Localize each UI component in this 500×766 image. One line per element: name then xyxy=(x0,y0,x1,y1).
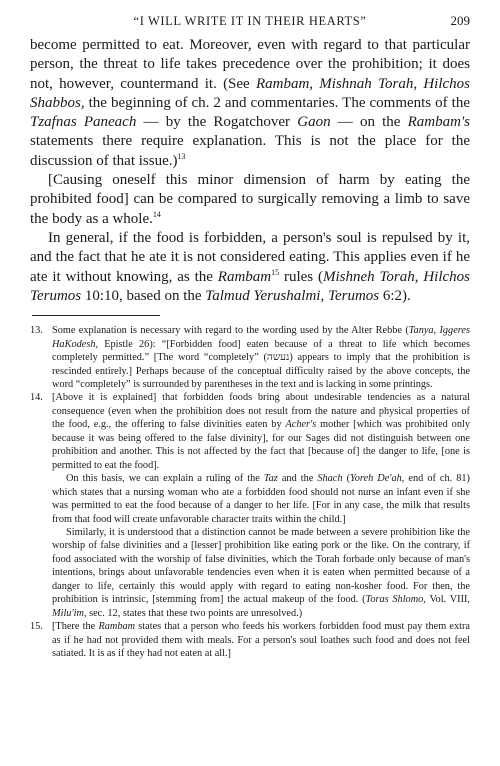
text-run: ( xyxy=(342,473,350,485)
text-run: [Above it is explained] that forbidden foods bring about undesirable tendencies as a natural consequence (even when the prohibition does not result from the nature and physical properties of the food, e.g., the offering to false divinities eaten by xyxy=(52,392,470,431)
text-run: mother [which was prohibited only because it was being offered to the false divinity], for our Sages did not distinguish between one prohibition and another. This is not affected by the fact that [because of] the danger to life, [one is permitted to eat the food]. xyxy=(52,419,470,471)
footnote-14 xyxy=(30,391,470,620)
footnote-ref-14[interactable]: 14 xyxy=(152,209,161,219)
main-text xyxy=(30,36,470,306)
italic-citation: Tzafnas Paneach xyxy=(30,114,137,131)
italic-citation: Rambam xyxy=(217,268,272,285)
text-run: [Causing oneself this minor dimension of harm by eating the prohibited food] can be compared to surgically removing a limb to save the body as a whole. xyxy=(30,172,470,227)
text-run: statements there require explanation. This is not the place for the discussion of that issue.) xyxy=(30,133,470,169)
italic-citation: Shach xyxy=(317,473,343,485)
text-run: — on the xyxy=(330,114,408,131)
footnote-paragraph xyxy=(52,324,470,391)
footnote-body xyxy=(52,324,470,391)
text-run: and the xyxy=(277,473,318,485)
text-run: 10:10, based on the xyxy=(81,287,206,304)
italic-citation: Rambam, Mishnah Torah, Hilchos Shabbos, xyxy=(30,75,470,111)
footnote-ref-15[interactable]: 15 xyxy=(271,267,280,277)
footnote-paragraph xyxy=(52,620,470,660)
footnote-divider xyxy=(32,315,160,316)
paragraph-3 xyxy=(30,229,470,306)
text-run: Some explanation is necessary with regard to the wording used by the Alter Rebbe ( xyxy=(52,325,409,337)
footnote-ref-13[interactable]: 13 xyxy=(177,151,186,161)
italic-term: Gaon xyxy=(297,114,331,131)
footnote-paragraph xyxy=(52,391,470,472)
footnotes xyxy=(30,324,470,660)
italic-citation: Rambam xyxy=(98,621,136,633)
text-run: Similarly, it is understood that a distinction cannot be made between a severe prohibition like the worship of false divinities and a [lesser] prohibition like eating pork or the like. On the contrary, if food associated with the worship of false divinities, which the Torah forbade only because of man's intentions, brings about unfavorable tendencies even when it is eaten when permitted because of a danger to life, certainly this would apply with regard to eating non-kosher food. For then, the prohibition is intrinsic, [stemming from] the actual makeup of the food. ( xyxy=(52,526,470,606)
text-run: In general, if the food is forbidden, a person's soul is repulsed by it, and the fact that he ate it is not considered eating. This applies even if he ate it without knowing, as the xyxy=(30,229,470,285)
text-run: 6:2). xyxy=(379,287,411,304)
paragraph-2 xyxy=(30,171,470,229)
text-run: — by the Rogatchover xyxy=(136,114,298,131)
text-run: Epistle 26): “[Forbidden food] eaten because of a threat to life which becomes completely permitted.” [The word “completely” ( xyxy=(52,338,470,364)
page-number: 209 xyxy=(450,13,470,28)
footnote-body xyxy=(52,391,470,620)
running-title: “I WILL WRITE IT IN THEIR HEARTS” xyxy=(133,14,367,28)
footnote-paragraph xyxy=(52,526,470,620)
footnote-13 xyxy=(30,324,470,391)
running-header xyxy=(30,8,470,32)
italic-citation: Yoreh De'ah, xyxy=(350,473,405,485)
footnote-paragraph xyxy=(52,472,470,526)
italic-citation: Talmud Yerushalmi, Terumos xyxy=(205,287,380,304)
footnote-number: 14. xyxy=(30,392,43,404)
text-run: the beginning of ch. 2 and commentaries. The comments of the xyxy=(84,94,470,111)
footnote-15 xyxy=(30,620,470,660)
paragraph-1 xyxy=(30,36,470,171)
italic-citation: Milu'im, xyxy=(52,607,87,619)
text-run: Vol. VIII, xyxy=(425,594,471,606)
text-run: sec. 12, states that these two points are unresolved.) xyxy=(86,607,303,619)
text-run: become permitted to eat. Moreover, even with regard to that particular person, the threat to life takes precedence over the prohibition; it does not, however, countermand it. (See xyxy=(30,37,470,92)
hebrew-word: נעשה xyxy=(266,352,290,364)
text-run: end of ch. 81) which states that a nursing woman who ate a forbidden food should not nurse an infant even if she was permitted to eat the food because of a danger to her life. [For in any case, the milk that results from that food will create unfavorable character traits within the child.] xyxy=(52,473,470,525)
text-run: [There the xyxy=(52,621,99,633)
italic-term: Acher's xyxy=(285,419,317,431)
italic-citation: Taz xyxy=(263,473,278,485)
text-run: On this basis, we can explain a ruling of the xyxy=(66,473,264,485)
text-run: states that a person who feeds his workers forbidden food must pay them extra as if he had not provided them with meals. For a person's soul loathes such food and does not feel satiated. It is as if they had not eaten at all.] xyxy=(52,621,470,660)
footnote-number: 15. xyxy=(30,621,43,633)
italic-citation: Tanya, Iggeres HaKodesh, xyxy=(52,325,470,350)
text-run: rules ( xyxy=(279,268,323,285)
italic-citation: Mishneh Torah, Hilchos Terumos xyxy=(30,268,471,304)
footnote-number: 13. xyxy=(30,325,43,337)
footnote-body xyxy=(52,620,470,660)
italic-citation: Toras Shlomo, xyxy=(365,594,426,606)
text-run: ) appears to imply that the prohibition is rescinded entirely.] Perhaps because of the conceptual difficulty raised by the above concepts, the word “completely” is surrounded by parentheses in the text and is lacking in some printings. xyxy=(52,352,470,390)
italic-citation: Rambam's xyxy=(407,114,471,131)
